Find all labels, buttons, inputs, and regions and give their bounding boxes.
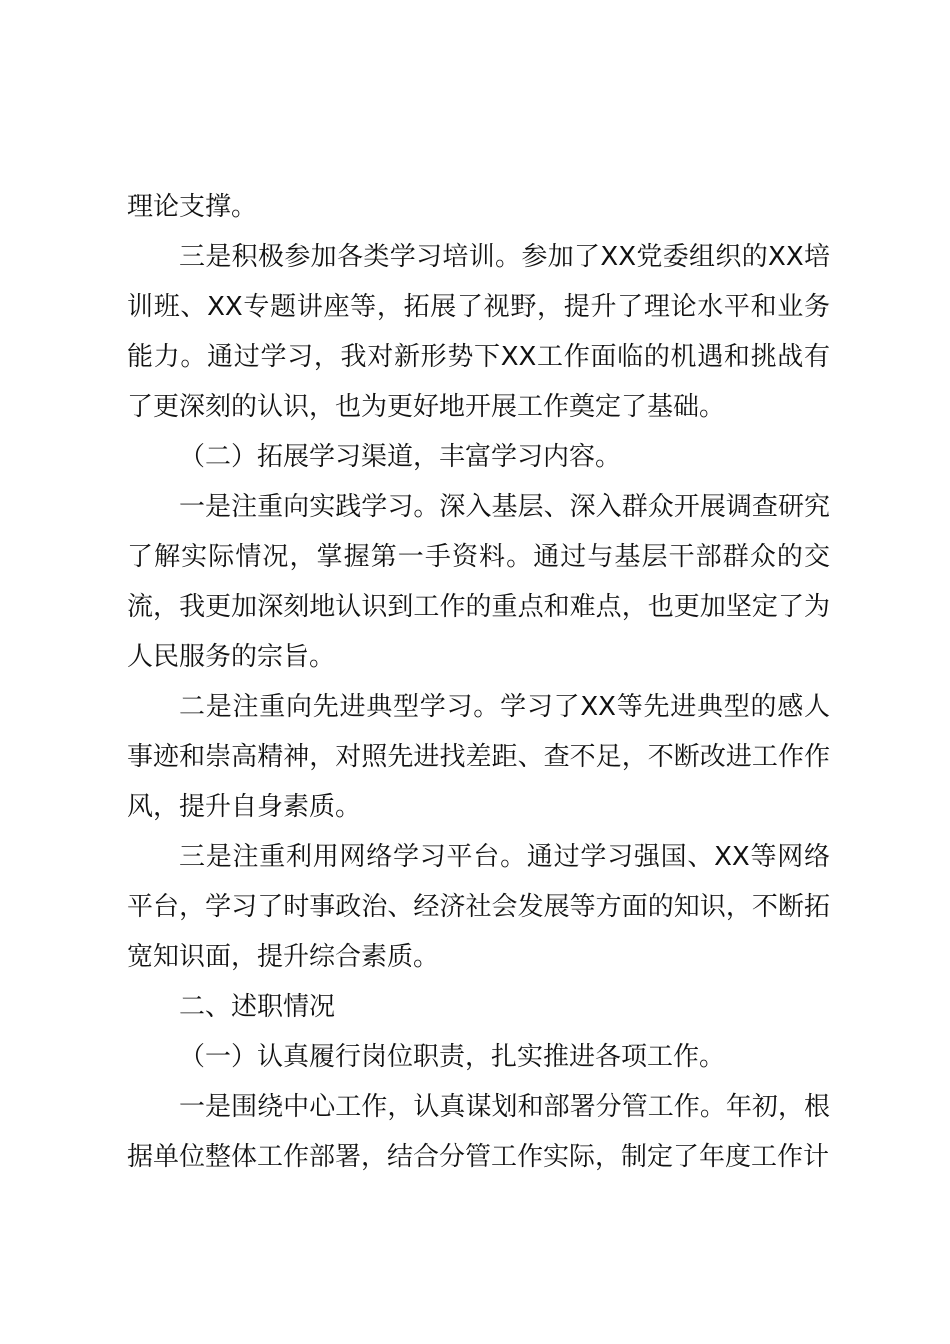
paragraph-practice-learning: 一是注重向实践学习。深入基层、深入群众开展调查研究了解实际情况，掌握第一手资料。通过与基层干部群众的交流，我更加深刻地认识到工作的重点和难点，也更加坚定了为人民服务的宗旨。 <box>127 492 830 672</box>
subsection-heading-job-duties: （一）认真履行岗位职责，扎实推进各项工作。 <box>179 1042 726 1072</box>
document-body <box>127 182 830 1182</box>
paragraph-training: 三是积极参加各类学习培训。参加了XX党委组织的XX培训班、XX专题讲座等，拓展了视野，提升了理论水平和业务能力。通过学习，我对新形势下XX工作面临的机遇和挑战有了更深刻的认识，也为更好地开展工作奠定了基础。 <box>127 242 830 422</box>
paragraph-continuation: 理论支撑。 <box>127 192 258 222</box>
paragraph-online-learning: 三是注重利用网络学习平台。通过学习强国、XX等网络平台，学习了时事政治、经济社会发展等方面的知识，不断拓宽知识面，提升综合素质。 <box>127 842 830 972</box>
paragraph-model-learning: 二是注重向先进典型学习。学习了XX等先进典型的感人事迹和崇高精神，对照先进找差距、查不足，不断改进工作作风，提升自身素质。 <box>127 692 830 822</box>
section-heading-learning-channels: （二）拓展学习渠道，丰富学习内容。 <box>179 442 622 472</box>
paragraph-central-work: 一是围绕中心工作，认真谋划和部署分管工作。年初，根据单位整体工作部署，结合分管工作实际，制定了年度工作计 <box>127 1092 830 1172</box>
section-heading-duty-report: 二、述职情况 <box>179 992 336 1022</box>
